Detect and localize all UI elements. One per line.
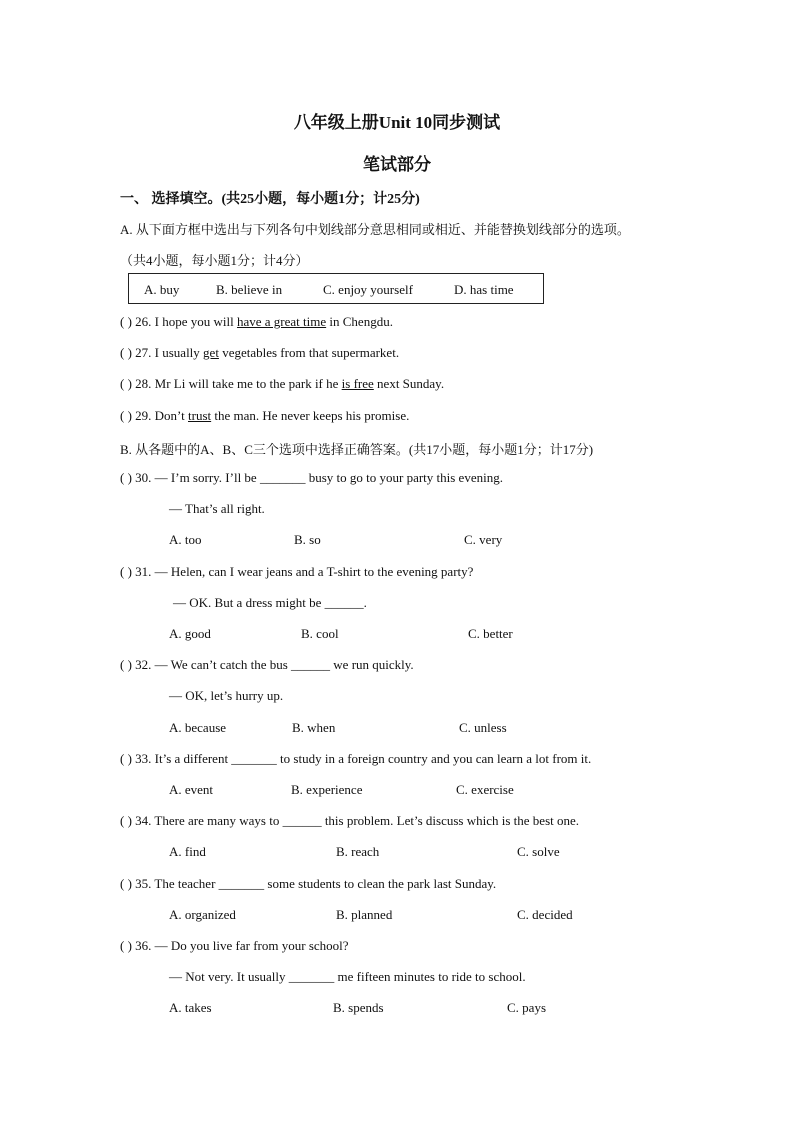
question-29: ( ) 29. Don’t trust the man. He never keeps his promise. <box>120 408 410 423</box>
option-a: A. takes <box>169 1000 212 1015</box>
question-33: ( ) 33. It’s a different _______ to study in a foreign country and you can learn a lot from it. <box>120 751 592 766</box>
underlined-phrase: is free <box>341 376 374 391</box>
question-27: ( ) 27. I usually get vegetables from that supermarket. <box>120 345 400 360</box>
underlined-phrase: trust <box>188 408 212 423</box>
box-option: C. enjoy yourself <box>323 282 413 297</box>
option-c: C. very <box>464 532 503 547</box>
option-a: A. organized <box>169 907 236 922</box>
option-c: C. solve <box>517 844 560 859</box>
question-36-reply: — Not very. It usually _______ me fifteen minutes to ride to school. <box>169 969 526 984</box>
option-c: C. unless <box>459 720 507 735</box>
question-30-reply: — That’s all right. <box>169 501 265 516</box>
part-a-instruction: A. 从下面方框中选出与下列各句中划线部分意思相同或相近、并能替换划线部分的选项。 <box>120 222 630 237</box>
option-a: A. because <box>169 720 227 735</box>
option-b: B. reach <box>336 844 380 859</box>
question-32: ( ) 32. — We can’t catch the bus ______ we run quickly. <box>120 657 414 672</box>
question-30: ( ) 30. — I’m sorry. I’ll be _______ busy to go to your party this evening. <box>120 470 503 485</box>
option-b: B. cool <box>301 626 339 641</box>
option-a: A. good <box>169 626 211 641</box>
option-c: C. exercise <box>456 782 514 797</box>
part-a-note: （共4小题，每小题1分；计4分） <box>120 253 309 268</box>
underlined-phrase: get <box>203 345 219 360</box>
question-31: ( ) 31. — Helen, can I wear jeans and a T-shirt to the evening party? <box>120 564 474 579</box>
word-options-box <box>128 273 544 304</box>
box-option: D. has time <box>454 282 514 297</box>
option-a: A. event <box>169 782 214 797</box>
option-c: C. better <box>468 626 513 641</box>
option-c: C. pays <box>507 1000 546 1015</box>
option-a: A. too <box>169 532 202 547</box>
box-option: B. believe in <box>216 282 283 297</box>
page-subtitle: 笔试部分 <box>363 155 431 174</box>
question-35: ( ) 35. The teacher _______ some students to clean the park last Sunday. <box>120 876 497 891</box>
part-b-instruction: B. 从各题中的A、B、C三个选项中选择正确答案。(共17小题，每小题1分；计17分) <box>120 442 594 457</box>
option-c: C. decided <box>517 907 573 922</box>
option-a: A. find <box>169 844 206 859</box>
question-31-reply: — OK. But a dress might be ______. <box>173 595 367 610</box>
option-b: B. planned <box>336 907 393 922</box>
question-28: ( ) 28. Mr Li will take me to the park if he is free next Sunday. <box>120 376 445 391</box>
option-b: B. spends <box>333 1000 384 1015</box>
question-26: ( ) 26. I hope you will have a great time in Chengdu. <box>120 314 393 329</box>
box-option: A. buy <box>144 282 180 297</box>
underlined-phrase: have a great time <box>236 314 327 329</box>
section-heading: 一、 选择填空。(共25小题，每小题1分；计25分) <box>120 192 420 207</box>
question-34: ( ) 34. There are many ways to ______ this problem. Let’s discuss which is the best one. <box>120 813 580 828</box>
question-36: ( ) 36. — Do you live far from your school? <box>120 938 349 953</box>
option-b: B. experience <box>291 782 363 797</box>
option-b: B. when <box>292 720 336 735</box>
option-b: B. so <box>294 532 321 547</box>
question-32-reply: — OK, let’s hurry up. <box>169 688 284 703</box>
page-title: 八年级上册Unit 10同步测试 <box>293 113 501 132</box>
